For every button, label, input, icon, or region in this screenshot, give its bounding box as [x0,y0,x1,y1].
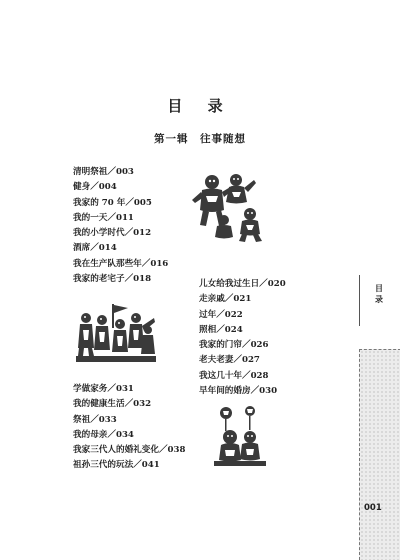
toc-item[interactable]: 祭祖／033 [73,414,117,425]
toc-item[interactable]: 我的小学时代／012 [73,228,152,239]
toc-item[interactable]: 酒席／014 [73,243,117,254]
toc-item[interactable]: 我家的 70 年／005 [73,197,152,208]
sidebar-char: 录 [375,294,383,304]
papercut-children-illustration [192,170,272,242]
toc-list-1 [73,165,168,287]
papercut-lantern-children-illustration [210,405,270,467]
toc-item[interactable]: 早年间的婚房／030 [199,386,278,397]
toc-item[interactable]: 清明祭祖／003 [73,167,134,177]
toc-item[interactable]: 我在生产队那些年／016 [73,258,169,269]
toc-item[interactable]: 学做家务／031 [73,384,134,394]
page-number: 001 [364,503,382,513]
toc-item[interactable]: 我家的老宅子／018 [73,274,152,285]
toc-list-3 [73,382,185,474]
section-title: 第一辑 往事随想 [154,133,246,145]
toc-item[interactable]: 我的健康生活／032 [73,399,152,410]
papercut-crowd-illustration [76,304,156,364]
page-title: 目 录 [167,97,233,115]
toc-item[interactable]: 我的一天／011 [73,212,134,223]
toc-item[interactable]: 我家的门帘／026 [199,340,269,351]
page-edge-tab [359,349,400,560]
sidebar-section-tab [359,275,400,326]
toc-item[interactable]: 儿女给我过生日／020 [199,279,286,289]
toc-item[interactable]: 走亲戚／021 [199,294,252,305]
sidebar-char: 目 [375,283,383,293]
toc-item[interactable]: 我家三代人的婚礼变化／038 [73,445,186,456]
toc-item[interactable]: 祖孙三代的玩法／041 [73,460,160,471]
toc-item[interactable]: 照相／024 [199,324,243,335]
toc-item[interactable]: 我这几十年／028 [199,370,269,381]
sidebar-label [374,283,384,305]
toc-item[interactable]: 健身／004 [73,182,117,193]
toc-item[interactable]: 过年／022 [199,309,243,320]
toc-list-2 [199,277,286,399]
toc-item[interactable]: 我的母亲／034 [73,429,134,440]
toc-item[interactable]: 老夫老妻／027 [199,355,260,366]
